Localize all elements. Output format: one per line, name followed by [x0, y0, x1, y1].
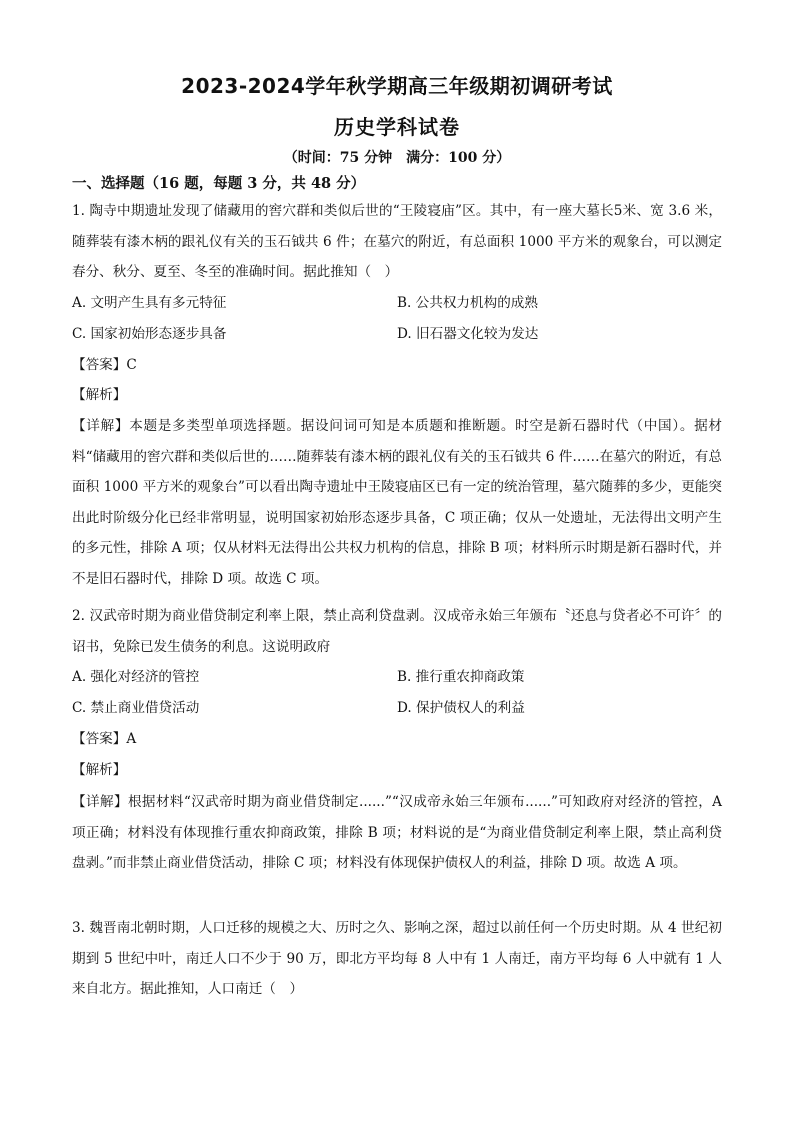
answer-value: A	[126, 731, 137, 747]
question-2-analysis-label: 【解析】	[72, 762, 127, 778]
detail-label: 【详解】	[72, 794, 128, 810]
question-2-answer	[72, 729, 136, 749]
question-1-option-a: A. 文明产生具有多元特征	[72, 295, 227, 311]
question-3-stem: 3. 魏晋南北朝时期，人口迁移的规模之大、历时之久、影响之深，超过以前任何一个历史时期。从 4 世纪初期到 5 世纪中叶，南迁人口不少于 90 万，即北方平均每 8 人中有 1 人南迁，南方平均每 6 人中就有 1 人来自北方。据此推知，人口南迁（ ）	[72, 920, 722, 997]
answer-label: 【答案】	[72, 357, 127, 373]
answer-label: 【答案】	[72, 731, 127, 747]
question-2-option-d: D. 保护债权人的利益	[397, 700, 525, 716]
question-1-detail	[72, 411, 722, 594]
exam-subtitle: 历史学科试卷	[334, 115, 460, 139]
question-2-option-a: A. 强化对经济的管控	[72, 669, 200, 685]
question-2-option-c: C. 禁止商业借贷活动	[72, 700, 200, 716]
exam-meta: （时间：75 分钟 满分：100 分）	[283, 150, 511, 166]
section-title: 一、选择题（16 题，每题 3 分，共 48 分）	[72, 175, 366, 192]
question-1-option-b: B. 公共权力机构的成熟	[397, 295, 538, 311]
question-1-answer	[72, 355, 137, 375]
question-1-stem: 1. 陶寺中期遗址发现了储藏用的窖穴群和类似后世的“王陵寝庙”区。其中，有一座大墓长5米、宽 3.6 米，随葬装有漆木柄的跟礼仪有关的玉石钺共 6 件；在墓穴的附近，有总面积 1000 平方米的观象台，可以测定春分、秋分、夏至、冬至的准确时间。据此推知（ ）	[72, 203, 722, 280]
exam-title: 2023-2024学年秋学期高三年级期初调研考试	[181, 74, 613, 98]
question-2-stem: 2. 汉武帝时期为商业借贷制定利率上限，禁止高利贷盘剥。汉成帝永始三年颁布〝还息与贷者必不可许〞的诏书，免除已发生债务的利息。这说明政府	[72, 608, 722, 655]
detail-label: 【详解】	[72, 418, 130, 434]
detail-text: 本题是多类型单项选择题。据设问词可知是本质题和推断题。时空是新石器时代（中国）。据材料“储藏用的窖穴群和类似后世的……随葬装有漆木柄的跟礼仪有关的玉石钺共 6 件……在墓穴的附近，有总面积 1000 平方米的观象台”可以看出陶寺遗址中王陵寝庙区已有一定的统治管理，墓穴随葬的多少，更能突出此时阶级分化已经非常明显，说明国家初始形态逐步具备，C 项正确；仅从一处遗址，无法得出文明产生的多元性，排除 A 项；仅从材料无法得出公共权力机构的信息，排除 B 项；材料所示时期是新石器时代，并不是旧石器时代，排除 D 项。故选 C 项。	[72, 418, 723, 587]
answer-value: C	[126, 357, 137, 373]
question-2-option-b: B. 推行重农抑商政策	[397, 669, 525, 685]
detail-text: 根据材料“汉武帝时期为商业借贷制定......”“汉成帝永始三年颁布......”可知政府对经济的管控，A 项正确；材料没有体现推行重农抑商政策，排除 B 项；材料说的是“为商业借贷制定利率上限，禁止高利贷盘剥。”而非禁止商业借贷活动，排除 C 项；材料没有体现保护债权人的利益，排除 D 项。故选 A 项。	[72, 794, 722, 871]
question-1-option-d: D. 旧石器文化较为发达	[397, 326, 539, 342]
question-1-analysis-label: 【解析】	[72, 387, 127, 403]
question-1-option-c: C. 国家初始形态逐步具备	[72, 326, 227, 342]
question-2-detail	[72, 787, 722, 879]
